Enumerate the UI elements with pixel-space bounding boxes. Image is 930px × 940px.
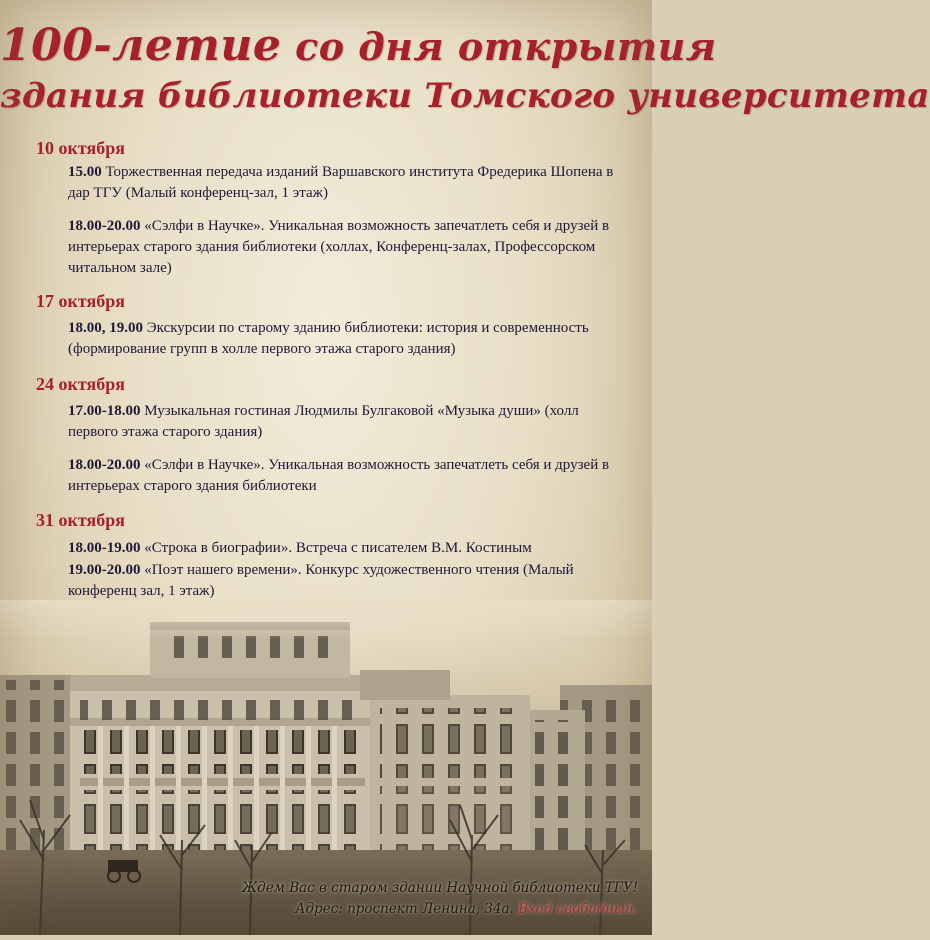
event-description: «Сэлфи в Научке». Уникальная возможность запечатлеть себя и друзей в интерьерах старого здания библиотеки: [68, 457, 610, 494]
day-heading-oct-17: 17 октября: [36, 291, 125, 311]
address-text: Адрес: проспект Ленина, 34а.: [295, 901, 519, 917]
event-description: «Строка в биографии». Встреча с писателем В.М. Костиным: [140, 540, 532, 556]
event-item: [68, 560, 628, 602]
day-heading-oct-10: 10 октября: [36, 138, 125, 158]
poster-footer: [242, 878, 638, 920]
day-heading-oct-24: 24 октября: [36, 374, 125, 394]
address-line: [242, 899, 638, 920]
event-item: [68, 216, 628, 279]
event-time: 18.00-20.00: [68, 457, 141, 473]
event-description: «Сэлфи в Научке». Уникальная возможность запечатлеть себя и друзей в интерьерах старого здания библиотеки (холлах, Конференц-залах, Профессорском читальном зале): [68, 218, 610, 276]
event-description: Музыкальная гостиная Людмилы Булгаковой «Музыка души» (холл первого этажа старого здания): [68, 403, 579, 440]
event-description: «Поэт нашего времени». Конкурс художественного чтения (Малый конференц зал, 1 этаж): [68, 562, 574, 599]
event-item: [68, 538, 628, 559]
event-item: [68, 318, 628, 360]
title-anniversary: 100-летие: [0, 20, 282, 71]
event-time: 18.00, 19.00: [68, 320, 143, 336]
poster-title-line-1: [0, 20, 717, 71]
event-time: 18.00-20.00: [68, 218, 141, 234]
event-time: 15.00: [68, 164, 102, 180]
event-description: Экскурсии по старому зданию библиотеки: история и современность (формирование групп в холле первого этажа старого здания): [68, 320, 589, 357]
event-time: 19.00-20.00: [68, 562, 141, 578]
event-time: 18.00-19.00: [68, 540, 141, 556]
event-description: Торжественная передача изданий Варшавского института Фредерика Шопена в дар ТГУ (Малый конференц-зал, 1 этаж): [68, 164, 614, 201]
day-heading-oct-31: 31 октября: [36, 510, 125, 530]
free-entry-text: Вход свободный.: [518, 901, 638, 917]
event-item: [68, 162, 628, 204]
poster-title-line-2: здания библиотеки Томского университета: [0, 76, 930, 116]
event-time: 17.00-18.00: [68, 403, 141, 419]
event-item: [68, 401, 628, 443]
invitation-text: Ждем Вас в старом здании Научной библиотеки ТГУ!: [242, 880, 638, 896]
event-item: [68, 455, 628, 497]
title-since-opening: со дня открытия: [281, 24, 717, 69]
